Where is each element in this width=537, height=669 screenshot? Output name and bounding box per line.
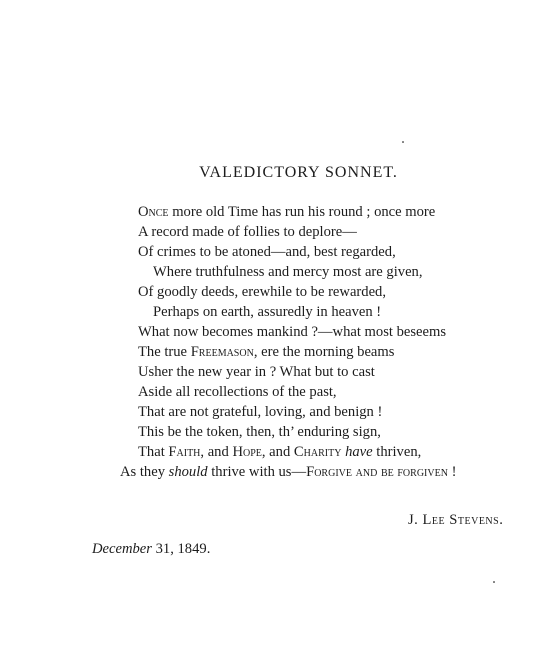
paper-speck (493, 581, 495, 583)
poem-line-segment: have (345, 444, 373, 460)
poem-line-segment: thrive with us— (207, 464, 307, 480)
poem-line-segment: , ere the morning beams (253, 344, 395, 360)
poem-line-segment: The true (138, 344, 191, 360)
poem-title: VALEDICTORY SONNET. (199, 164, 398, 181)
poem-line-segment: Perhaps on earth, assuredly in heaven ! (153, 304, 382, 320)
poem-line (138, 382, 337, 402)
poem-line-segment: As they (120, 464, 169, 480)
signature-period: . (499, 512, 504, 528)
poem-line-segment: Charity (293, 444, 342, 460)
poem-line-segment: Usher the new year in ? What but to cast (138, 364, 375, 380)
poem-line-segment: Where truthfulness and mercy most are given, (153, 264, 423, 280)
signature-name: Lee Stevens (422, 512, 500, 528)
date-rest: 31, 1849. (151, 541, 211, 557)
poem-line-segment: What now becomes mankind ?—what most beseems (138, 324, 447, 340)
poem-line (138, 322, 446, 342)
poem-line-segment: Once (138, 204, 169, 220)
poem-line-segment: That (138, 444, 169, 460)
poem-line-segment: That are not grateful, loving, and benign ! (138, 404, 383, 420)
poem-line (138, 422, 381, 442)
poem-line-segment: A record made of follies to deplore— (138, 224, 357, 240)
poem-line (138, 222, 357, 242)
poem-line-segment: more old Time has run his round ; once more (168, 204, 436, 220)
poem-line-segment: , and (261, 444, 294, 460)
poem-line-segment: thriven, (372, 444, 422, 460)
poem-line (120, 462, 456, 482)
signature-initial: J. (408, 512, 423, 528)
poem-line-segment: Faith (168, 444, 201, 460)
poem-line-segment: , and (200, 444, 233, 460)
date-month: December (92, 541, 152, 557)
poem-line-segment: Aside all recollections of the past, (138, 384, 337, 400)
poem-line-segment: Of goodly deeds, erewhile to be rewarded, (138, 284, 387, 300)
poem-line-segment: ! (447, 464, 457, 480)
poem-line (138, 242, 396, 262)
paper-speck (402, 141, 404, 143)
poem-line-segment: Forgive and be forgiven (306, 464, 448, 480)
poem-line (153, 262, 423, 282)
poem-line (138, 362, 375, 382)
poem-line (153, 302, 381, 322)
poem-line (138, 342, 394, 362)
poem-line-segment: Of crimes to be atoned—and, best regarded, (138, 244, 396, 260)
poem-line-segment: should (168, 464, 208, 480)
poem-line-segment: Hope (232, 444, 262, 460)
poem-line (138, 282, 386, 302)
author-signature (408, 512, 503, 529)
poem-line-segment: Freemason (190, 344, 254, 360)
poem-line (138, 442, 421, 462)
poem-line (138, 402, 382, 422)
dateline (92, 541, 210, 558)
poem-line-segment: This be the token, then, th’ enduring sign, (138, 424, 381, 440)
poem-line (138, 202, 435, 222)
